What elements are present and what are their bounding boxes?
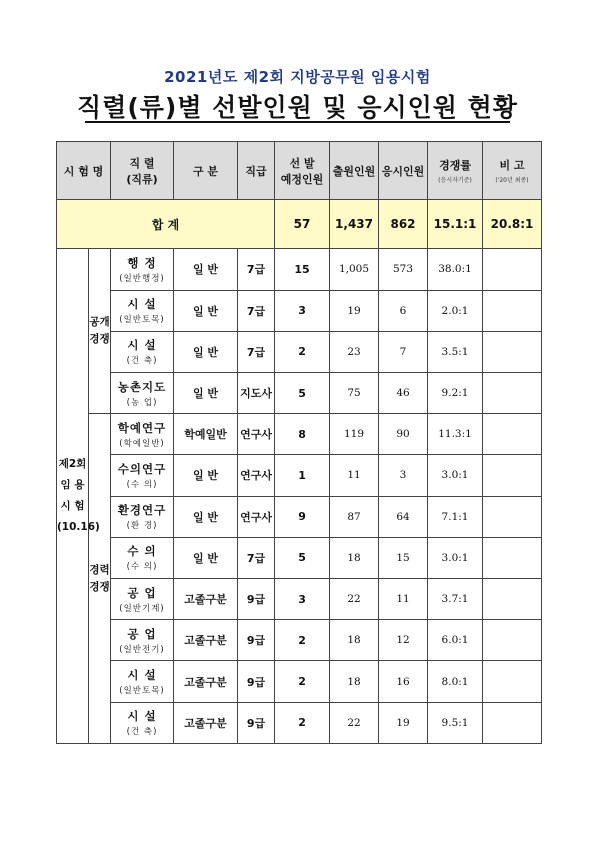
applied-cell: 19 xyxy=(330,290,379,331)
plan-cell: 2 xyxy=(275,331,330,372)
table-row xyxy=(57,414,542,455)
col-header-jikryeol-line1: 직 렬 xyxy=(129,156,155,170)
col-header-exam: 시 험 명 xyxy=(57,142,111,200)
remark-cell xyxy=(483,372,542,413)
applied-cell: 23 xyxy=(330,331,379,372)
table-row xyxy=(57,496,542,537)
plan-cell: 3 xyxy=(275,290,330,331)
total-label: 합 계 xyxy=(57,200,275,249)
applied-cell: 18 xyxy=(330,661,379,702)
jikryeol-cell xyxy=(111,702,174,743)
grade-cell: 연구사 xyxy=(238,496,275,537)
col-header-gubun: 구 분 xyxy=(174,142,238,200)
applied-cell: 22 xyxy=(330,702,379,743)
attended-cell: 573 xyxy=(379,249,428,290)
jikryu-sub: (일반행정) xyxy=(119,273,165,284)
attended-cell: 46 xyxy=(379,372,428,413)
jikryeol-cell xyxy=(111,579,174,620)
category-label: 경쟁 xyxy=(89,333,110,346)
category-label: 경력 xyxy=(89,563,110,576)
grade-cell: 7급 xyxy=(238,331,275,372)
table-row xyxy=(57,702,542,743)
col-header-plan-line2: 예정인원 xyxy=(280,172,324,186)
gubun-cell: 일 반 xyxy=(174,290,238,331)
col-header-applied: 출원인원 xyxy=(330,142,379,200)
gubun-cell: 일 반 xyxy=(174,496,238,537)
rate-cell: 3.7:1 xyxy=(428,579,483,620)
grade-cell: 7급 xyxy=(238,537,275,578)
jikryeol-main: 공 업 xyxy=(127,585,157,600)
remark-cell xyxy=(483,496,542,537)
plan-cell: 9 xyxy=(275,496,330,537)
attended-cell: 90 xyxy=(379,414,428,455)
applied-cell: 18 xyxy=(330,620,379,661)
grade-cell: 9급 xyxy=(238,702,275,743)
table-row xyxy=(57,331,542,372)
recruitment-table xyxy=(56,141,542,744)
jikryeol-cell xyxy=(111,661,174,702)
table-header-row xyxy=(57,142,542,200)
jikryu-sub: (환 경) xyxy=(126,521,158,532)
gubun-cell: 일 반 xyxy=(174,372,238,413)
remark-cell xyxy=(483,290,542,331)
col-header-attended: 응시인원 xyxy=(379,142,428,200)
rate-cell: 8.0:1 xyxy=(428,661,483,702)
attended-cell: 64 xyxy=(379,496,428,537)
jikryeol-main: 농촌지도 xyxy=(117,379,167,394)
col-header-jikryeol xyxy=(111,142,174,200)
gubun-cell: 일 반 xyxy=(174,455,238,496)
remark-cell xyxy=(483,620,542,661)
rate-cell: 7.1:1 xyxy=(428,496,483,537)
jikryeol-cell xyxy=(111,496,174,537)
jikryeol-main: 시 설 xyxy=(127,709,157,724)
remark-cell xyxy=(483,579,542,620)
plan-cell: 8 xyxy=(275,414,330,455)
gubun-cell: 고졸구분 xyxy=(174,620,238,661)
jikryeol-main: 수의연구 xyxy=(117,461,167,476)
attended-cell: 7 xyxy=(379,331,428,372)
jikryeol-main: 행 정 xyxy=(127,255,157,270)
jikryu-sub: (건 축) xyxy=(126,356,158,367)
table-row xyxy=(57,249,542,290)
total-attended: 862 xyxy=(379,200,428,249)
jikryeol-main: 시 설 xyxy=(127,338,157,353)
rate-cell: 3.0:1 xyxy=(428,455,483,496)
plan-cell: 3 xyxy=(275,579,330,620)
jikryu-sub: (수 의) xyxy=(126,479,158,490)
table-row xyxy=(57,290,542,331)
gubun-cell: 일 반 xyxy=(174,537,238,578)
table-row xyxy=(57,537,542,578)
jikryeol-cell xyxy=(111,372,174,413)
remark-cell xyxy=(483,455,542,496)
jikryeol-main: 환경연구 xyxy=(117,503,167,518)
grade-cell: 지도사 xyxy=(238,372,275,413)
jikryeol-cell xyxy=(111,537,174,578)
gubun-cell: 일 반 xyxy=(174,331,238,372)
total-plan: 57 xyxy=(275,200,330,249)
plan-cell: 2 xyxy=(275,661,330,702)
table-row xyxy=(57,372,542,413)
applied-cell: 75 xyxy=(330,372,379,413)
remark-cell xyxy=(483,414,542,455)
exam-name-line: 시 험 xyxy=(60,500,85,513)
jikryeol-main: 수 의 xyxy=(127,544,157,559)
plan-cell: 5 xyxy=(275,372,330,413)
attended-cell: 19 xyxy=(379,702,428,743)
remark-cell xyxy=(483,661,542,702)
table-row xyxy=(57,661,542,702)
category-label: 공개 xyxy=(89,316,110,329)
jikryeol-main: 시 설 xyxy=(127,668,157,682)
attended-cell: 15 xyxy=(379,537,428,578)
rate-cell: 11.3:1 xyxy=(428,414,483,455)
jikryu-sub: (일반토목) xyxy=(119,315,165,326)
gubun-cell: 학예일반 xyxy=(174,414,238,455)
gubun-cell: 고졸구분 xyxy=(174,702,238,743)
col-header-plan xyxy=(275,142,330,200)
grade-cell: 9급 xyxy=(238,620,275,661)
jikryeol-main: 학예연구 xyxy=(117,420,167,435)
jikryu-sub: (일반토목) xyxy=(119,686,165,696)
rate-cell: 9.5:1 xyxy=(428,702,483,743)
jikryeol-main: 공 업 xyxy=(127,626,157,641)
rate-cell: 3.0:1 xyxy=(428,537,483,578)
applied-cell: 22 xyxy=(330,579,379,620)
jikryu-sub: (농 업) xyxy=(126,397,158,408)
jikryeol-cell xyxy=(111,620,174,661)
table-row xyxy=(57,579,542,620)
document-subtitle: 2021년도 제2회 지방공무원 임용시험 xyxy=(164,68,431,86)
category-career-cell xyxy=(89,414,111,744)
remark-cell xyxy=(483,331,542,372)
plan-cell: 1 xyxy=(275,455,330,496)
plan-cell: 2 xyxy=(275,620,330,661)
plan-cell: 2 xyxy=(275,702,330,743)
col-header-remark-label: 비 고 xyxy=(499,159,525,172)
total-row xyxy=(57,200,542,249)
applied-cell: 18 xyxy=(330,537,379,578)
jikryeol-cell xyxy=(111,249,174,290)
grade-cell: 7급 xyxy=(238,290,275,331)
grade-cell: 9급 xyxy=(238,661,275,702)
table-row xyxy=(57,620,542,661)
col-header-remark xyxy=(483,142,542,200)
col-header-grade: 직급 xyxy=(238,142,275,200)
grade-cell: 9급 xyxy=(238,579,275,620)
title-underline xyxy=(85,121,510,123)
plan-cell: 5 xyxy=(275,537,330,578)
col-header-plan-line1: 선 발 xyxy=(289,156,315,170)
grade-cell: 연구사 xyxy=(238,414,275,455)
category-label: 경쟁 xyxy=(89,580,110,593)
col-header-remark-note: ('20년 최종) xyxy=(495,177,529,184)
rate-cell: 6.0:1 xyxy=(428,620,483,661)
total-applied: 1,437 xyxy=(330,200,379,249)
jikryeol-cell xyxy=(111,290,174,331)
jikryeol-cell xyxy=(111,414,174,455)
remark-cell xyxy=(483,249,542,290)
applied-cell: 87 xyxy=(330,496,379,537)
attended-cell: 11 xyxy=(379,579,428,620)
jikryu-sub: (일반전기) xyxy=(119,644,165,655)
grade-cell: 연구사 xyxy=(238,455,275,496)
col-header-rate xyxy=(428,142,483,200)
jikryu-sub: (수 의) xyxy=(126,562,158,573)
attended-cell: 3 xyxy=(379,455,428,496)
exam-name-line: 임 용 xyxy=(60,479,85,492)
applied-cell: 119 xyxy=(330,414,379,455)
table-row xyxy=(57,455,542,496)
grade-cell: 7급 xyxy=(238,249,275,290)
applied-cell: 1,005 xyxy=(330,249,379,290)
rate-cell: 38.0:1 xyxy=(428,249,483,290)
remark-cell xyxy=(483,537,542,578)
document-title: 직렬(류)별 선발인원 및 응시인원 현황 xyxy=(77,93,518,122)
col-header-jikryeol-line2: (직류) xyxy=(126,172,158,186)
jikryu-sub: (학예일반) xyxy=(119,438,165,449)
attended-cell: 16 xyxy=(379,661,428,702)
col-header-rate-note: (응시자기준) xyxy=(438,177,472,184)
jikryu-sub: (일반기계) xyxy=(119,603,165,614)
jikryeol-cell xyxy=(111,331,174,372)
remark-cell xyxy=(483,702,542,743)
gubun-cell: 고졸구분 xyxy=(174,661,238,702)
total-remark: 20.8:1 xyxy=(483,200,542,249)
plan-cell: 15 xyxy=(275,249,330,290)
jikryu-sub: (건 축) xyxy=(126,727,158,738)
gubun-cell: 일 반 xyxy=(174,249,238,290)
col-header-rate-label: 경쟁률 xyxy=(439,159,471,172)
rate-cell: 9.2:1 xyxy=(428,372,483,413)
attended-cell: 12 xyxy=(379,620,428,661)
category-open-cell xyxy=(89,249,111,414)
rate-cell: 2.0:1 xyxy=(428,290,483,331)
exam-name-line: 제2회 xyxy=(58,458,87,471)
total-rate: 15.1:1 xyxy=(428,200,483,249)
gubun-cell: 고졸구분 xyxy=(174,579,238,620)
jikryeol-main: 시 설 xyxy=(127,297,157,312)
jikryeol-cell xyxy=(111,455,174,496)
attended-cell: 6 xyxy=(379,290,428,331)
exam-name-line: (10.16) xyxy=(57,521,100,534)
applied-cell: 11 xyxy=(330,455,379,496)
rate-cell: 3.5:1 xyxy=(428,331,483,372)
